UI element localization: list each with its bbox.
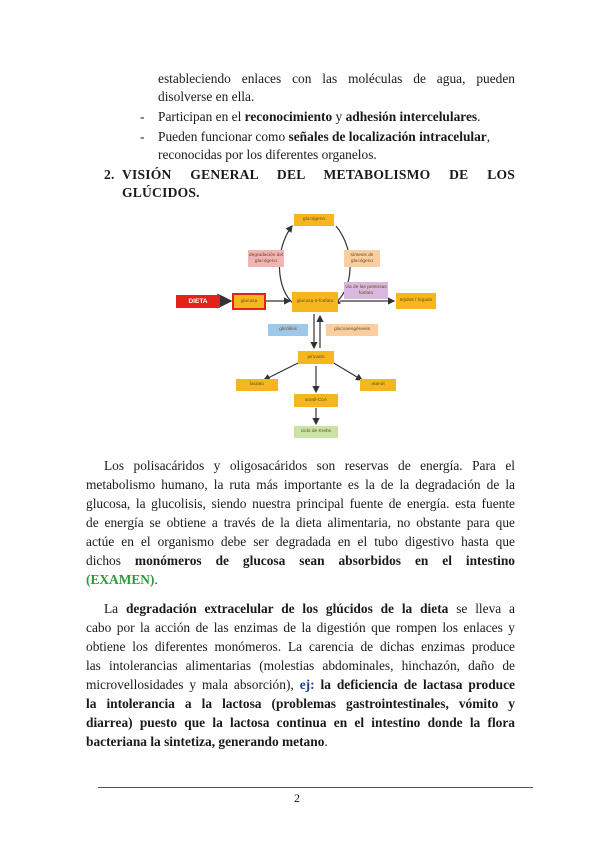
- paragraph-punct: .: [154, 572, 158, 587]
- bullet-text: Pueden funcionar como: [158, 129, 286, 144]
- paragraph-bold-text: bacteriana la sintetiza, generando metano: [86, 734, 325, 749]
- paragraph-text: dichos: [86, 553, 121, 568]
- page-number: 2: [294, 791, 300, 805]
- paragraph-2-line-3: obtiene los diferentes monómeros. La carencia de dichas enzimas produce: [86, 639, 515, 654]
- node-glycogen-synthesis: síntesis de glucógeno: [344, 250, 380, 267]
- node-glycogen: glucógeno: [294, 214, 334, 226]
- node-krebs-cycle: ciclo de Krebs: [294, 426, 338, 438]
- bullet-dash: -: [140, 129, 145, 144]
- bullet-dash: -: [140, 109, 145, 124]
- example-tag: ej:: [299, 677, 315, 692]
- paragraph-1-line-5: actúe en el organismo debe ser degradada en el tubo digestivo hasta que: [86, 534, 515, 549]
- paragraph-text: microvellosidades y mala absorción),: [86, 677, 294, 692]
- bullet-text: Participan en el: [158, 109, 242, 124]
- paragraph-2-line-6: la intolerancia a la lactosa (problemas gastrointestinales, vómito y: [86, 696, 515, 711]
- paragraph-bold-text: monómeros de glucosa sean absorbidos en el intestino: [134, 553, 515, 568]
- paragraph-1-line-1: Los polisacáridos y oligosacáridos son reservas de energía. Para el: [104, 458, 515, 473]
- paragraph-text: La: [104, 601, 119, 616]
- paragraph-bold-text: la deficiencia de lactasa produce: [320, 677, 515, 692]
- metabolism-diagram: [176, 210, 438, 442]
- node-diet: DIETA: [176, 295, 220, 308]
- node-glycolysis: glicólisis: [268, 324, 308, 336]
- paragraph-punct: .: [324, 734, 328, 749]
- node-glucose-6-phosphate: glucosa 6-fosfato: [292, 292, 338, 312]
- arrow-lactate: [264, 362, 300, 380]
- paragraph-2-line-1: [104, 600, 515, 618]
- paragraph-2-line-5: [86, 676, 515, 694]
- node-gluconeogenesis: gluconeogénesis: [326, 324, 378, 336]
- paragraph-2-line-7: diarrea) puesto que la lactosa continua en el intestino donde la flora: [86, 715, 515, 730]
- bullet-item-signals: [158, 128, 490, 146]
- paragraph-bold-text: degradación extracelular de los glúcidos de la dieta: [125, 601, 449, 616]
- bullet-bold-text: reconocimiento: [244, 109, 333, 124]
- bullet-text: y: [335, 109, 343, 124]
- arrow-ethanol: [332, 362, 362, 380]
- paragraph-1-line-4: de energía se obtiene a través de la dieta alimentaria, no obstante para que: [86, 515, 515, 530]
- node-glucose: glucosa: [232, 293, 266, 310]
- bullet-item-recognition: [158, 108, 481, 126]
- node-lactate: lactato: [236, 379, 278, 391]
- continuation-line-2: disolverse en ella.: [158, 89, 255, 104]
- node-pentose-pathway: vía de las pentosas fosfato: [344, 282, 388, 299]
- bullet-bold-text: señales de localización intracelular: [288, 129, 487, 144]
- paragraph-1-line-6: [86, 552, 515, 570]
- bullet-bold-text: adhesión intercelulares: [345, 109, 478, 124]
- node-pyruvate: piruvato: [298, 351, 334, 364]
- bullet-punct: ,: [486, 129, 491, 144]
- paragraph-text: se lleva a: [456, 601, 515, 616]
- paragraph-2-line-8: [86, 733, 328, 751]
- section-title-line-2: GLÚCIDOS.: [122, 185, 200, 200]
- bullet-punct: .: [477, 109, 481, 124]
- node-acetyl-coa: acetil-CoA: [294, 394, 338, 407]
- paragraph-1-line-2: metabolismo humano, la ruta más importante es la de la degradación de la: [86, 477, 515, 492]
- paragraph-1-line-7: [86, 571, 158, 589]
- bullet-line-2: reconocidas por los diferentes organelos.: [158, 147, 377, 162]
- section-title-line-1: VISIÓN GENERAL DEL METABOLISMO DE LOS: [122, 167, 515, 182]
- paragraph-2-line-2: cabo por la acción de las enzimas de la digestión que rompen los enlaces y: [86, 620, 515, 635]
- exam-tag: (EXAMEN): [86, 572, 155, 587]
- node-glycogen-degradation: degradación del glucógeno: [248, 250, 284, 267]
- footer-rule: [98, 787, 533, 788]
- continuation-line-1: estableciendo enlaces con las moléculas de agua, pueden: [158, 71, 515, 86]
- paragraph-1-line-3: glucosa, la glucolisis, siendo nuestra principal fuente de energía. esta fuente: [86, 496, 515, 511]
- paragraph-2-line-4: las intolerancias alimentarias (molestias abdominales, hinchazón, daño de: [86, 658, 515, 673]
- node-tissues: tejidos / hígado: [396, 293, 436, 309]
- section-number: 2.: [104, 167, 115, 182]
- node-ethanol: etanol: [360, 379, 396, 391]
